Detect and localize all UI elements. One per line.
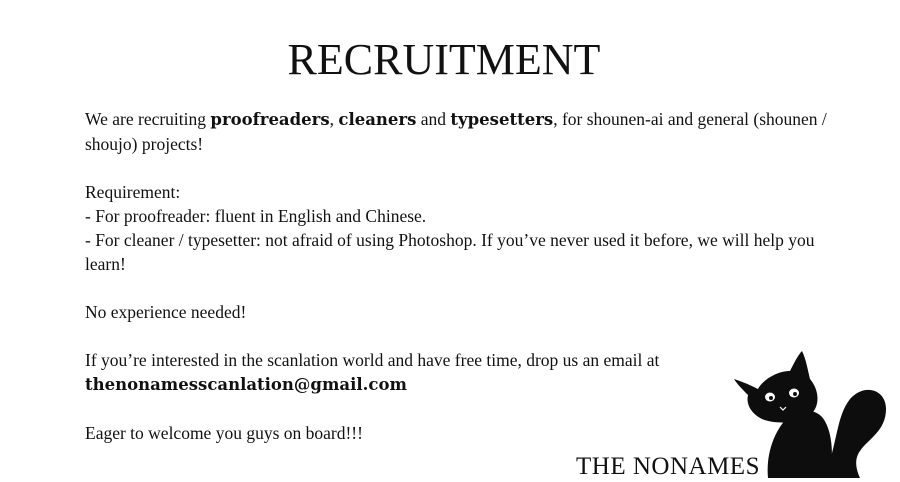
intro-prefix: We are recruiting (85, 109, 211, 129)
intro-separator: and (416, 109, 451, 129)
paragraph-spacer (85, 324, 830, 348)
contact-text: If you’re interested in the scanlation world and have free time, drop us an email at (85, 350, 660, 370)
intro-suffix: , for shounen-ai and general (shounen / shoujo) projects! (85, 109, 827, 154)
experience-note: No experience needed! (85, 302, 247, 322)
contact-email[interactable]: thenonamesscanlation@gmail.com (85, 375, 407, 394)
recruitment-body (85, 107, 830, 445)
paragraph-spacer (85, 397, 830, 421)
page-title: RECRUITMENT (287, 35, 601, 84)
intro-separator: , (329, 109, 339, 129)
closing-line: Eager to welcome you guys on board!!! (85, 423, 363, 443)
requirements-heading: Requirement: (85, 182, 181, 202)
intro-paragraph (85, 107, 830, 156)
black-cat-icon (728, 347, 900, 478)
paragraph-spacer (85, 276, 830, 300)
role-typesetters: typesetters (450, 110, 554, 129)
contact-email-line (85, 372, 830, 397)
role-cleaners: cleaners (338, 110, 417, 129)
requirement-item: - For cleaner / typesetter: not afraid of using Photoshop. If you’ve never used it before, we will help you learn! (85, 230, 815, 274)
role-proofreaders: proofreaders (210, 110, 330, 129)
brand-name: THE NONAMES (576, 453, 760, 480)
paragraph-spacer (85, 156, 830, 180)
requirement-item: - For proofreader: fluent in English and Chinese. (85, 206, 427, 226)
